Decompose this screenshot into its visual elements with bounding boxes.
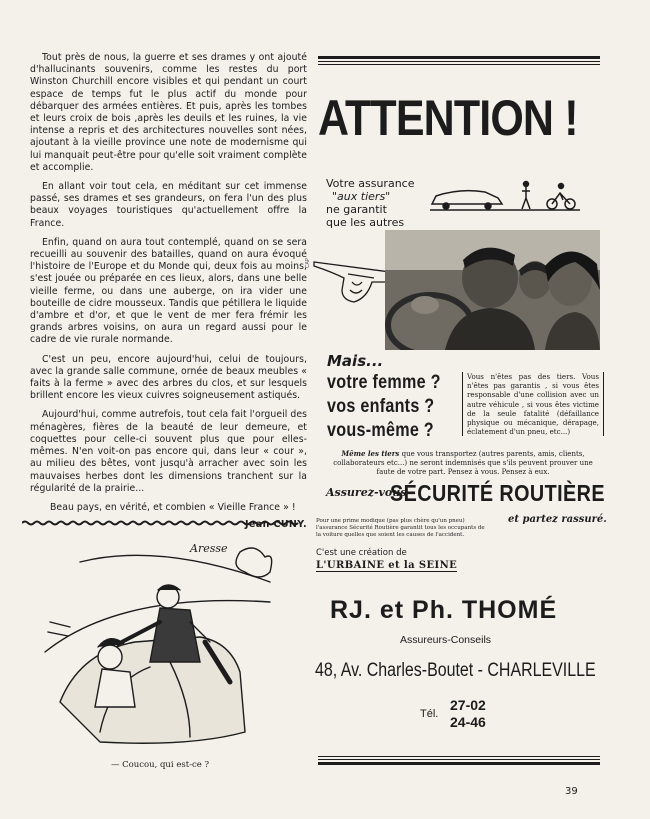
article-paragraph-2: En allant voir tout cela, en méditant sur cet immense passé, ses drames et ses grandeurs, on fera l'un des plus beaux voyages touristiques qu'actuellement offre la France. [30, 181, 307, 229]
tel-label: Tél. [420, 708, 439, 720]
insurance-warning [326, 177, 426, 229]
insurance-line-3: ne garantit [326, 203, 387, 216]
ad-top-rules [318, 56, 600, 67]
insurance-line-4: que les autres [326, 216, 405, 229]
cartoon-illustration [40, 532, 280, 757]
prime-note: Pour une prime modique (pas plus chère qu'un pneu) l'assurance Sécurité Routière garantit tous les occupants de la voiture quelles que soient les causes de l'accident. [316, 518, 485, 538]
agent-address: 48, Av. Charles-Boutet - CHARLEVILLE [315, 660, 596, 681]
agent-name: RJ. et Ph. THOMÉ [330, 596, 558, 624]
third-party-note [327, 449, 599, 477]
article-paragraph-1: Tout près de nous, la guerre et ses drames y ont ajouté d'hallucinants souvenirs, comme les restes du port Winston Churchill encore visibles et qui pendant un court espace de temps fut le plus actif du monde pour débarquer des armées entières. Et puis, après les tombes et leurs croix de bois ,après les deuils et les ruines, la vie intense a repris et des architectures nouvelles sont nées, ajoutant à la vieille province une note de modernisme qui lui manquait peut-être pour qu'elle soit vraiment complète et accomplie. [30, 52, 307, 173]
question-vous: vous-même ? [327, 420, 434, 441]
car-pedestrian-cyclist-icon [430, 178, 580, 218]
partez-tagline: et partez rassuré. [508, 514, 607, 525]
page-number: 39 [565, 786, 578, 797]
note-emphasis: Même les tiers [341, 449, 400, 458]
family-photo [385, 230, 600, 350]
photo-credit: CAP [305, 258, 311, 268]
assurez-label: Assurez-vous [326, 486, 407, 499]
mais-label: Mais... [327, 352, 384, 370]
company-name: L'URBAINE et la SEINE [316, 560, 458, 571]
article-column [30, 52, 307, 530]
ad-bottom-rules [318, 756, 600, 767]
insurance-line-2: "aux tiers" [332, 190, 391, 203]
article-paragraph-4: C'est un peu, encore aujourd'hui, celui de toujours, avec la grande salle commune, ornée de beaux meubles « faits à la ferme » avec des arbres du clos, et sur lesquels brillent encore les vieux cuivres soigneusement astiqués. [30, 353, 307, 402]
article-paragraph-5: Aujourd'hui, comme autrefois, tout cela fait l'orgueil des ménagères, fières de la beauté de leur demeure, et coquettes pour celle-ci souvent plus que pour elles-mêmes. N'en voit-on pas encore qui, dans leur « cour », au milieu des bêtes, vont jusqu'à arracher avec soin les mauvaises herbes dont les dimensions tranchent sur la régularité de la prairie... [30, 409, 307, 494]
author-signature: Jean CUNY. [244, 519, 307, 531]
agent-title: Assureurs-Conseils [400, 634, 492, 646]
coverage-explanation: Vous n'êtes pas des tiers. Vous n'êtes pas garantis , si vous êtes responsable d'une collision avec un autre véhicule , si vous êtes victime de la seule fatalité (défaillance physique ou mécanique, dérapage, éclatement d'un pneu, etc...) [462, 372, 604, 436]
question-femme: votre femme ? [327, 372, 441, 393]
ad-headline: ATTENTION ! [318, 90, 578, 146]
article-closing: Beau pays, en vérité, et combien « Vieille France » ! [50, 501, 296, 513]
tel-number-2: 24-46 [450, 714, 486, 730]
securite-routiere-title: SÉCURITÉ ROUTIÈRE [390, 480, 606, 506]
article-paragraph-3: Enfin, quand on aura tout contemplé, quand on se sera recueilli au souvenir des batailles, quand on aura évoqué l'histoire de l'Europe et du Monde qui, deux fois au moins, s'est jouée ou préparée en ces lieux, alors, dans une belle vieille ferme, ou dans une auberge, on ira vider une bouteille de cidre mousseux. Tandis que pétillera le liquide d'ambre et d'or, et que le vent de mer fera frémir les grands arbres voisins, on aura un regard aussi pour le cadre de vie rurale normande. [30, 236, 307, 346]
question-enfants: vos enfants ? [327, 396, 435, 417]
creation-label: C'est une création de [316, 548, 407, 558]
wavy-divider [22, 520, 302, 526]
insurance-line-1: Votre assurance [326, 177, 415, 190]
tel-number-1: 27-02 [450, 697, 486, 713]
cartoon-caption: — Coucou, qui est-ce ? [110, 760, 210, 770]
note-body: que vous transportez (autres parents, amis, clients, collaborateurs etc...) ne seront indemnisés que s'ils peuvent prouver une faute de votre part. Pensez à vous. Pensez à eux. [333, 450, 593, 476]
cartoon-signature: Aresse [190, 542, 228, 555]
